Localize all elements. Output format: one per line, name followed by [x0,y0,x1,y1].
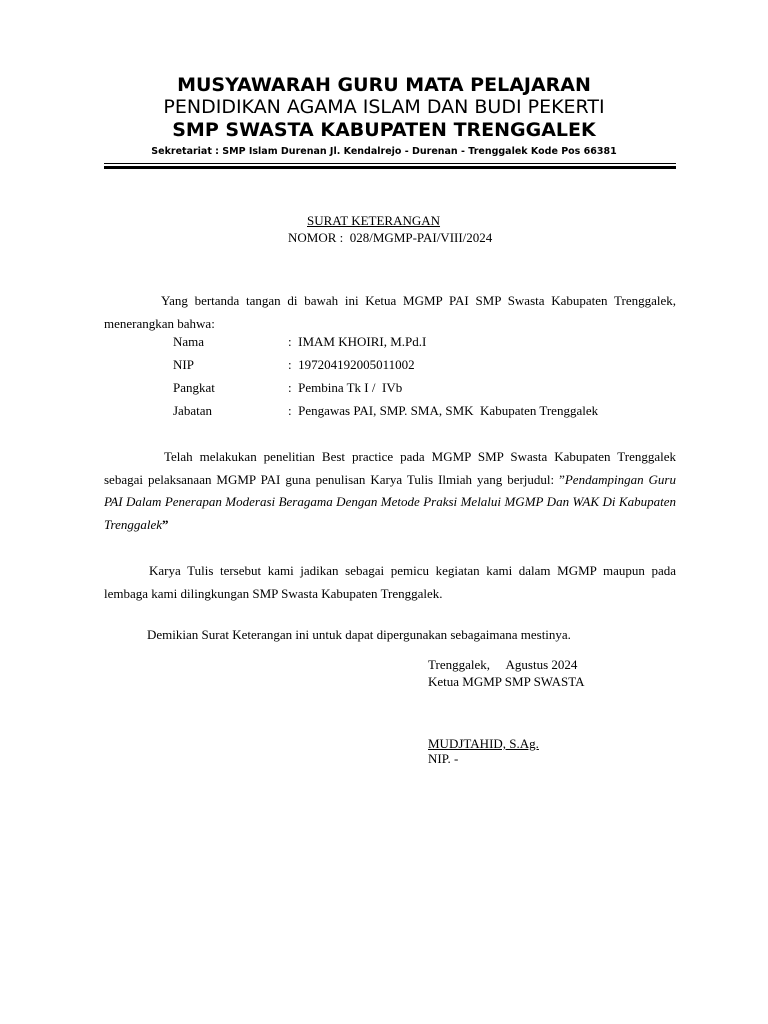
letterhead-org-name: MUSYAWARAH GURU MATA PELAJARAN [177,74,591,96]
letterhead-subject: PENDIDIKAN AGAMA ISLAM DAN BUDI PEKERTI [163,96,605,118]
body-paragraph-research [104,446,676,536]
field-value-rank: : Pembina Tk I / IVb [288,380,403,395]
signer-name: MUDJTAHID, S.Ag. [428,736,539,751]
field-label-position: Jabatan [173,403,212,418]
field-value-nip: : 197204192005011002 [288,357,415,372]
letterhead-divider-thin [104,163,676,164]
field-label-name: Nama [173,334,205,349]
closing-statement: Demikian Surat Keterangan ini untuk dapat dipergunakan sebagaimana mestinya. [147,627,571,642]
letterhead-divider-thick [104,166,676,169]
research-title: Pendampingan Guru PAI Dalam Penerapan Moderasi Beragama Dengan Metode Praksi Melalui MGMP Dan WAK Di Kabupaten Trenggalek [104,471,676,532]
intro-text: Yang bertanda tangan di bawah ini Ketua MGMP PAI SMP Swasta Kabupaten Trenggalek, menerangkan bahwa: [104,293,676,331]
letterhead [0,74,768,142]
letterhead-region: SMP SWASTA KABUPATEN TRENGGALEK [172,119,596,141]
body1-closing-quote: ” [162,516,169,532]
field-label-rank: Pangkat [173,380,215,395]
field-value-position: : Pengawas PAI, SMP. SMA, SMK Kabupaten Trenggalek [288,403,599,418]
intro-paragraph [104,290,676,335]
signature-place-date: Trenggalek, Agustus 2024 [428,657,578,672]
secretariat-address: Sekretariat : SMP Islam Durenan Jl. Kendalrejo - Durenan - Trenggalek Kode Pos 66381 [151,146,617,157]
signer-nip: NIP. - [428,751,459,766]
body-paragraph-usage [104,560,676,605]
field-label-nip: NIP [173,357,194,372]
body1-text: Telah melakukan penelitian Best practice pada MGMP SMP Swasta Kabupaten Trenggalek sebagai pelaksanaan MGMP PAI guna penulisan Karya Tulis Ilmiah yang berjudul: ” [104,449,676,487]
letter-number: NOMOR : 028/MGMP-PAI/VIII/2024 [288,230,493,245]
letter-title: SURAT KETERANGAN [307,213,441,228]
field-value-name: : IMAM KHOIRI, M.Pd.I [288,334,427,349]
body2-text: Karya Tulis tersebut kami jadikan sebagai pemicu kegiatan kami dalam MGMP maupun pada lembaga kami dilingkungan SMP Swasta Kabupaten Trenggalek. [104,563,676,601]
signature-position: Ketua MGMP SMP SWASTA [428,674,585,689]
